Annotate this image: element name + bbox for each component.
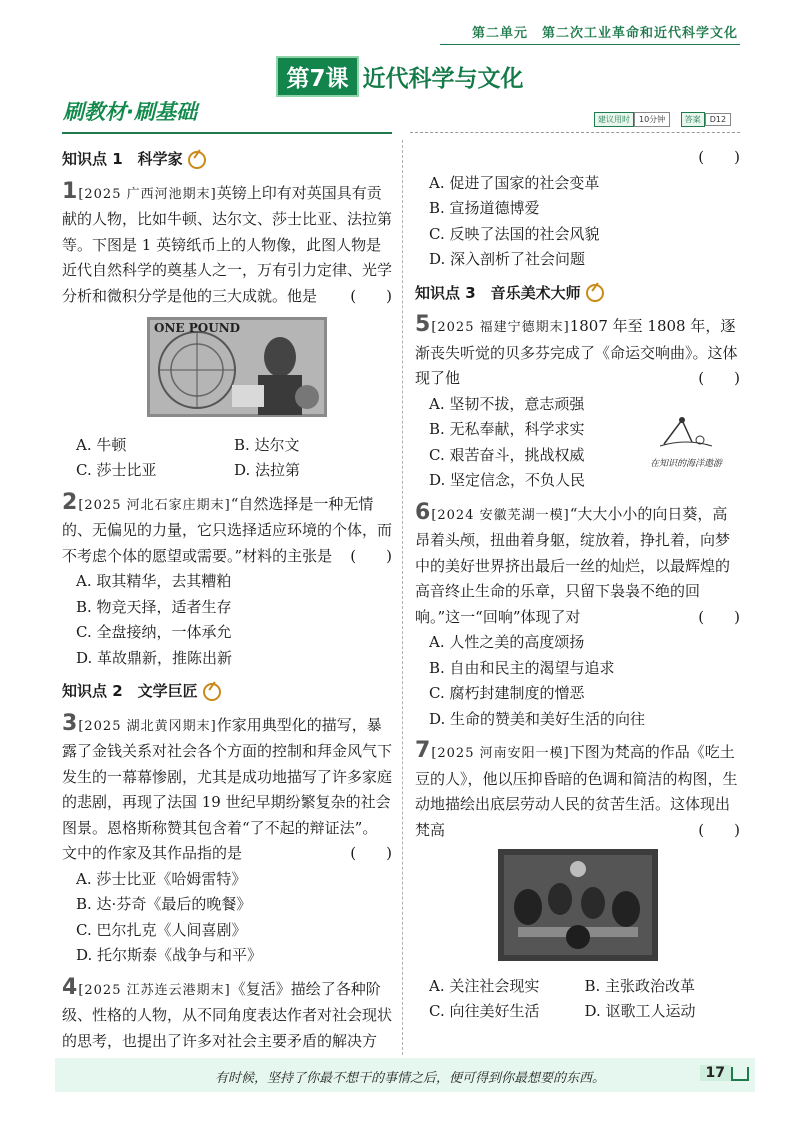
option-b[interactable]: B. 达尔文 xyxy=(234,435,300,454)
option-a[interactable]: A. 人性之美的高度颂扬 xyxy=(429,633,585,651)
option-a[interactable]: A. 促进了国家的社会变革 xyxy=(429,173,600,192)
q5-options-wrap xyxy=(415,392,740,494)
lesson-title xyxy=(0,56,800,97)
answer-blank[interactable]: ( ) xyxy=(698,148,740,166)
sticker xyxy=(636,414,736,471)
option-b[interactable]: B. 自由和民主的渴望与追求 xyxy=(429,658,615,677)
study-meta xyxy=(594,112,739,127)
option-c[interactable]: C. 艰苦奋斗，挑战权威 xyxy=(429,445,585,464)
question-text: 作家用典型化的描写，暴露了金钱关系对社会各个方面的控制和拜金风气下发生的一幕幕惨剧，尤其是成功地描写了许多家庭的悲剧，再现了法国 19 世纪早期纷繁复杂的社会图景。恩格斯称赞其包含着“了不起的辩证法”。文中的作家及其作品指的是 xyxy=(62,715,393,862)
pen-icon xyxy=(586,284,604,302)
option-c[interactable]: C. 巴尔扎克《人间喜剧》 xyxy=(76,920,247,939)
option-c[interactable]: C. 向往美好生活 xyxy=(429,1002,540,1020)
option-c[interactable]: C. 莎士比亚 xyxy=(76,461,157,479)
kp2-label: 知识点 2 文学巨匠 xyxy=(62,682,198,700)
answer-label: 答案 xyxy=(681,112,705,127)
knowledge-point-1 xyxy=(62,147,392,173)
column-divider xyxy=(402,140,403,1055)
question-6 xyxy=(415,500,740,631)
pound-note-image xyxy=(62,315,392,420)
question-number: 6 xyxy=(415,499,431,525)
question-text: 《复活》描绘了各种阶级、性格的人物，从不同角度表达作者对社会现状的思考，也提出了许多对社会主要矛盾的解决方 xyxy=(62,979,393,1050)
potato-eaters-image xyxy=(498,849,658,961)
question-1 xyxy=(62,179,392,310)
question-source: [2025 广西河池期末] xyxy=(78,186,217,202)
potato-eaters-figure xyxy=(415,849,740,970)
kp1-label: 知识点 1 科学家 xyxy=(62,150,183,168)
question-source: [2025 河北石家庄期末] xyxy=(78,497,231,513)
book-icon xyxy=(731,1067,749,1081)
sticker-caption: 在知识的海洋遨游 xyxy=(649,459,722,469)
lesson-badge: 第7课 xyxy=(276,56,358,97)
option-c[interactable]: C. 全盘接纳，一体承允 xyxy=(76,623,232,641)
q4-continuation xyxy=(415,145,740,171)
question-number: 3 xyxy=(62,710,78,736)
question-source: [2025 江苏连云港期末] xyxy=(78,982,231,998)
option-b[interactable]: B. 主张政治改革 xyxy=(584,976,696,995)
option-c[interactable]: C. 反映了法国的社会风貌 xyxy=(429,224,600,243)
option-b[interactable]: B. 无私奉献，科学求实 xyxy=(429,420,585,438)
unit-header xyxy=(472,22,738,41)
question-2 xyxy=(62,490,392,570)
right-column xyxy=(415,145,740,1025)
option-b[interactable]: B. 宣扬道德博爱 xyxy=(429,199,540,217)
question-number: 7 xyxy=(415,738,431,763)
option-a[interactable]: A. 莎士比亚《哈姆雷特》 xyxy=(76,869,247,888)
question-text: 1807 年至 1808 年，逐渐丧失听觉的贝多芬完成了《命运交响曲》。这体现了他 xyxy=(415,317,738,387)
option-a[interactable]: A. 关注社会现实 xyxy=(429,976,540,995)
option-d[interactable]: D. 托尔斯泰《战争与和平》 xyxy=(76,946,263,964)
option-d[interactable]: D. 坚定信念，不负人民 xyxy=(429,471,586,489)
option-c[interactable]: C. 腐朽封建制度的憎恶 xyxy=(429,684,585,702)
question-source: [2025 湖北黄冈期末] xyxy=(78,718,217,734)
question-source: [2025 福建宁德期末] xyxy=(431,320,570,335)
answer-value: D12 xyxy=(705,113,731,126)
knowledge-point-3 xyxy=(415,281,740,307)
option-a[interactable]: A. 坚韧不拔，意志顽强 xyxy=(429,394,585,413)
answer-blank[interactable]: ( ) xyxy=(350,844,392,862)
section-divider xyxy=(62,132,392,134)
footer-motto: 有时候，坚持了你最不想干的事情之后，便可得到你最想要的东西。 xyxy=(215,1071,606,1086)
pound-note-figure xyxy=(62,315,392,429)
option-a[interactable]: A. 取其精华，去其糟粕 xyxy=(76,572,232,590)
time-value: 10分钟 xyxy=(634,112,670,127)
unit-title: 第二次工业革命和近代科学文化 xyxy=(541,26,738,41)
option-d[interactable]: D. 生命的赞美和美好生活的向往 xyxy=(429,709,646,728)
brand-logo: 刷教材·刷基础 xyxy=(63,100,197,124)
question-number: 1 xyxy=(62,178,78,204)
knowledge-point-2 xyxy=(62,679,392,705)
option-d[interactable]: D. 法拉第 xyxy=(234,461,301,479)
question-7 xyxy=(415,738,740,843)
question-number: 2 xyxy=(62,489,78,515)
question-number: 4 xyxy=(62,974,78,1000)
options-q1 xyxy=(62,433,392,484)
page-number: 17 xyxy=(700,1065,731,1081)
pound-caption: ONE POUND xyxy=(154,321,241,335)
doodle-icon xyxy=(656,414,716,450)
question-text: 英镑上印有对英国具有贡献的人物，比如牛顿、达尔文、莎士比亚、法拉第等。下图是 1 英镑纸币上的人物像，此图人物是近代自然科学的奠基人之一，万有引力定律、光学分析和微积分学是他的三大成就。他是 xyxy=(62,183,393,305)
answer-blank[interactable]: ( ) xyxy=(350,546,392,565)
option-d[interactable]: D. 革故鼎新，推陈出新 xyxy=(76,648,233,667)
question-text: “自然选择是一种无情的、无偏见的力量，它只选择适应环境的个体，而不考虑个体的愿望或需要。”材料的主张是 xyxy=(62,494,393,565)
option-d[interactable]: D. 深入剖析了社会问题 xyxy=(429,250,586,268)
answer-blank[interactable]: ( ) xyxy=(698,369,740,387)
question-source: [2024 安徽芜湖一模] xyxy=(431,507,570,523)
option-b[interactable]: B. 达·芬奇《最后的晚餐》 xyxy=(76,895,252,913)
footer-bar xyxy=(55,1058,755,1092)
pen-icon xyxy=(203,683,221,701)
unit-label: 第二单元 xyxy=(471,26,528,41)
option-a[interactable]: A. 牛顿 xyxy=(76,435,127,454)
answer-blank[interactable]: ( ) xyxy=(350,286,392,305)
time-label: 建议用时 xyxy=(594,112,634,127)
question-text: “大大小小的向日葵，高昂着头颅，扭曲着身躯，绽放着，挣扎着，向梦中的美好世界挤出最后一丝的灿烂，以最辉煌的高音终止生命的乐章，只留下袅袅不绝的回响。”这一“回响”体现了对 xyxy=(415,504,731,626)
kp3-label: 知识点 3 音乐美术大师 xyxy=(415,283,581,302)
question-source: [2025 河南安阳一模] xyxy=(431,746,570,761)
left-column xyxy=(62,145,392,1080)
question-number: 5 xyxy=(415,312,431,337)
answer-blank[interactable]: ( ) xyxy=(698,607,740,626)
answer-blank[interactable]: ( ) xyxy=(698,820,740,839)
lesson-name: 近代科学与文化 xyxy=(362,66,524,92)
pen-icon xyxy=(188,151,206,169)
header-rule xyxy=(440,44,740,45)
option-b[interactable]: B. 物竞天择，适者生存 xyxy=(76,597,232,616)
question-5 xyxy=(415,312,740,392)
option-d[interactable]: D. 讴歌工人运动 xyxy=(584,1002,696,1020)
question-3 xyxy=(62,711,392,867)
question-text: 下图为梵高的作品《吃土豆的人》，他以压抑昏暗的色调和简洁的构图，生动地描绘出底层劳动人民的贫苦生活。这体现出梵高 xyxy=(415,743,738,839)
options-q7 xyxy=(415,974,740,1025)
section-divider-dashed xyxy=(410,132,740,133)
